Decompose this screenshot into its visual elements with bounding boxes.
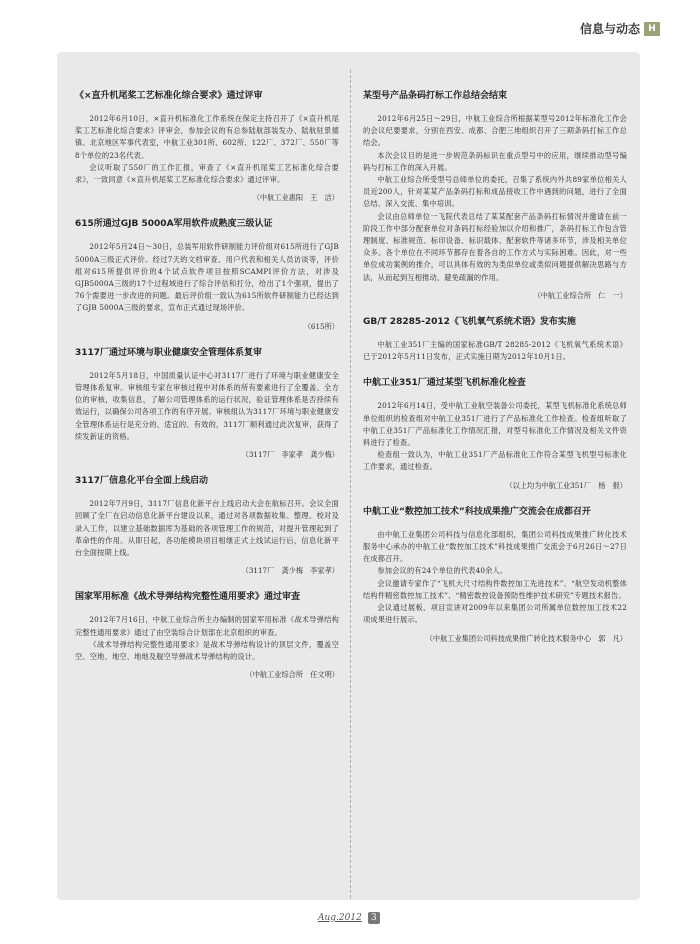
section-header: [580, 20, 660, 37]
article-byline: （中航工业集团公司科技成果推广转化技术服务中心 郭 凡）: [425, 633, 627, 643]
left-column: [75, 90, 339, 696]
article: [75, 475, 339, 577]
article-paragraph: 中航工业351厂主编的国家标准GB/T 28285-2012《飞机氧气系统术语》已于2012年5月11日发布，正式实施日期为2012年10月1日。: [363, 340, 627, 362]
article-paragraph: 2012年5月24日～30日，总装军用软件研制能力评价组对615所进行了GJB 5000A三级正式评价。经过7天的文档审查、用户代表和相关人员访谈等，评价组对615所提供评价的4个试点软件项目按照SCAMPI评价方法，对涉及GJB5000A三级的17个过程域进行了综合评估和打分，给出了1个强项，提出了76个需要进一步改进的问题。最后评价组一致认为615所软件研制能力已经达到了GJB 5000A三级的要求，宣布正式通过现场评价。: [75, 242, 339, 313]
article-byline: （中航工业综合所 任文明）: [245, 670, 339, 680]
article-title: 《×直升机尾桨工艺标准化综合要求》通过评审: [75, 91, 263, 101]
article-title: GB/T 28285-2012《飞机氧气系统术语》发布实施: [363, 317, 576, 328]
column-divider: [350, 70, 351, 898]
article-title: 某型号产品条码打标工作总结会结束: [363, 91, 508, 101]
article-byline: （中航工业惠阳 王 洁）: [252, 193, 339, 203]
article-title: 国家军用标准《战术导弹结构完整性通用要求》通过审查: [75, 592, 301, 603]
article: [75, 591, 339, 681]
article: [363, 506, 627, 645]
article: [363, 316, 627, 363]
article-title: 中航工业“数控加工技术”科技成果推广交流会在成都召开: [363, 506, 591, 517]
article: [75, 90, 339, 204]
article-byline: （3117厂 李家孝 龚少梅）: [241, 450, 339, 460]
article-paragraph: 会议通过展板、项目宣讲对2009年以来集团公司所属单位数控加工技术22项成果进行展示。: [363, 603, 627, 625]
issue-date: Aug.2012: [318, 913, 362, 923]
article-paragraph: 会议听取了550厂的工作汇报，审查了《×直升机尾桨工艺标准化综合要求》，一致同意《×直升机尾桨工艺标准化综合要求》通过评审。: [75, 162, 339, 185]
article: [363, 90, 627, 302]
right-column: [363, 90, 627, 659]
article-title: 615所通过GJB 5000A军用软件成熟度三级认证: [75, 219, 273, 230]
article-paragraph: 由中航工业集团公司科技与信息化部组织，集团公司科技成果推广转化技术服务中心承办的中航工业“数控加工技术”科技成果推广交流会于6月26日～27日在成都召开。: [363, 529, 627, 564]
page-footer: [318, 912, 380, 924]
article-byline: （以上均为中航工业351厂 杨 报）: [505, 480, 627, 490]
article-paragraph: 本次会议目的是进一步规范条码标识在重点型号中的应用，继续推动型号编码与打标工作的深入开展。: [363, 150, 627, 172]
article-paragraph: 会议邀请专家作了“飞机大尺寸结构件数控加工先进技术”、“航空发动机整体结构件精密数控加工技术”、“精密数控设备预防性维护技术研究”专题技术报告。: [363, 578, 627, 600]
article-byline: （中航工业综合所 仁 一）: [533, 290, 627, 300]
page-number: 3: [368, 912, 380, 924]
article-paragraph: 2012年6月10日，×直升机标准化工作系统在保定主持召开了《×直升机尾桨工艺标准化综合要求》评审会，参加会议的有总参陆航部装发办、陆航驻景德镇、北京地区军事代表室，中航工业301所、602所、122厂、372厂、550厂等8个单位的23名代表。: [75, 114, 339, 160]
article-paragraph: 2012年6月25日～29日，中航工业综合所根据某型号2012年标准化工作会的会议纪要要求，分别在西安、成都、合肥三地组织召开了三期条码打标工作总结会。: [363, 114, 627, 148]
article-paragraph: 参加会议的有24个单位的代表40余人。: [377, 566, 508, 576]
article-paragraph: 2012年7月9日，3117厂信息化新平台上线启动大会在航标召开。会议全面回顾了全厂在启动信息化新平台建设以来，通过对各项数据收集、整理、校对及录入工作，以建立基础数据库为基础的各项管理工作的规范，对提升管理起到了革命性的作用。从即日起，各功能模块项目相继正式上线试运行后，信息化新平台全面按期上线。: [75, 499, 339, 558]
article-paragraph: 会议由总师单位一飞院代表总结了某某配套产品条码打标情况并邀请在前一阶段工作中部分配套单位对条码打标经验加以介绍和推广，条码打标工作包含管理制度、标准规范、标印设备、标识载体、配套软件等诸多环节，涉及相关单位众多。各个单位在不同环节都存在着各自的工作方式与实际困难。因此，对一些单位成功案例的推介，可以具体有效的为类似单位或类似问题提供解决思路与方法，从而起到互相推动，避免疏漏的作用。: [363, 211, 627, 282]
article: [363, 377, 627, 491]
article-paragraph: 检查组一致认为，中航工业351厂产品标准化工作符合某型飞机型号标准化工作要求，通过检查。: [363, 450, 627, 472]
article-paragraph: 2012年5月18日，中国质量认证中心对3117厂进行了环境与职业健康安全管理体系复审。审核组专家在审核过程中对体系的所有要素进行了全覆盖、全方位的审核，收集信息，了解公司管理体系的运行状况，验证管理体系是否持续有效运行，以确保公司各项工作的有序开展。审核组认为3117厂环境与职业健康安全管理体系运行是充分的、适宜的、有效的，3117厂顺利通过此次复审，获得了续发新证的资格。: [75, 370, 339, 441]
journal-logo-icon: H: [644, 22, 660, 36]
article-byline: （3117厂 龚少梅 李家孝）: [241, 566, 339, 576]
article-paragraph: 中航工业综合所受型号总师单位的委托，召集了系统内外共89家单位相关人员近200人，针对某某产品条码打标和成品接收工作中遇到的问题，进行了全面总结、深入交流、集中培训。: [363, 175, 627, 209]
article-title: 中航工业351厂通过某型飞机标准化检查: [363, 378, 526, 389]
article-paragraph: 2012年7月16日，中航工业综合所主办编制的国家军用标准《战术导弹结构完整性通用要求》通过了由空装综合计划部在北京组织的审查。: [75, 615, 339, 637]
article-title: 3117厂信息化平台全面上线启动: [75, 476, 209, 487]
article-title: 3117厂通过环境与职业健康安全管理体系复审: [75, 347, 263, 358]
article-paragraph: 2012年6月14日，受中航工业航空装备公司委托，某型飞机标准化系统总师单位组织的检查组对中航工业351厂进行了产品标准化工作检查。检查组听取了中航工业351厂产品标准化工作情况汇报，对型号标准化工作情况及相关文件资料进行了检查。: [363, 401, 627, 448]
article-paragraph: 《战术导弹结构完整性通用要求》是战术导弹结构设计的顶层文件，覆盖空空、空地、地空、地地及舰空导弹战术导弹结构的设计。: [75, 639, 339, 662]
article-byline: （615所）: [303, 321, 339, 331]
article: [75, 347, 339, 461]
article: [75, 218, 339, 332]
section-title: 信息与动态: [579, 22, 640, 36]
